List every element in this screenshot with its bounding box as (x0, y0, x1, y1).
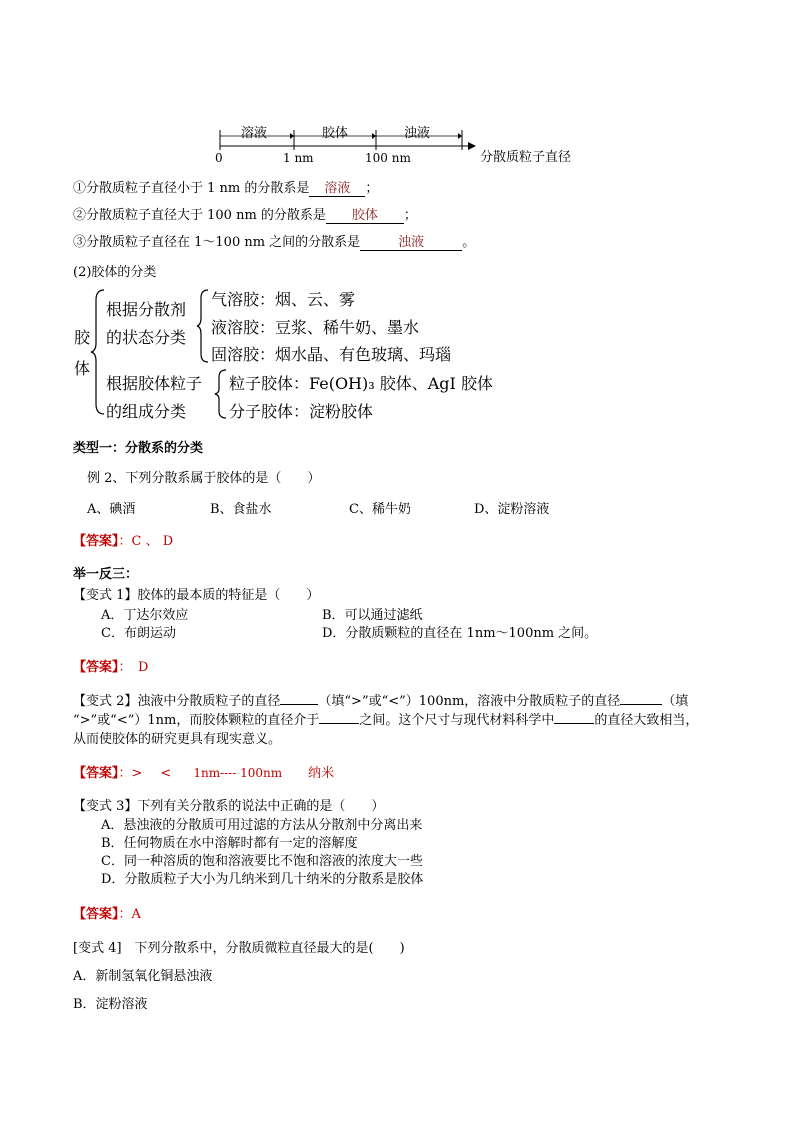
variant2-answer-1: ：> (118, 766, 143, 781)
variant2-blank3 (319, 711, 359, 724)
variant2-answer-2: < (160, 766, 172, 781)
variant3-option-a: A．悬浊液的分散质可用过滤的方法从分散剂中分离出来 (101, 818, 423, 833)
example2-option-b: B、食盐水 (210, 502, 272, 517)
example2-answer (73, 530, 173, 549)
example2-option-d: D、淀粉溶液 (474, 502, 550, 517)
variant2-line2: “>”或“<”）1nm，而胶体颗粒的直径介于 之间。这个尺寸与现代材料科学中 的直径大致相当， (73, 713, 699, 728)
variant2-blank4 (554, 711, 594, 724)
definition-3-answer: 浊液 (360, 231, 462, 251)
segment-label-colloid: 胶体 (322, 126, 349, 141)
segment-label-solution: 溶液 (241, 126, 268, 141)
example2-question: 例 2、下列分散系属于胶体的是（ ） (87, 471, 321, 486)
practice-heading: 举一反三： (73, 567, 139, 582)
variant3-option-c: C．同一种溶质的饱和溶液要比不饱和溶液的浓度大一些 (101, 854, 423, 869)
variant2-line1: 【变式 2】浊液中分散质粒子的直径 （填“>”或“<”）100nm，溶液中分散质粒子的直径 （填 (73, 694, 689, 709)
answer-value: ：C 、 D (118, 534, 174, 549)
variant2-answer-3: 1nm---- 100nm (193, 766, 283, 780)
variant3-question: 【变式 3】下列有关分散系的说法中正确的是（ ） (73, 799, 385, 814)
tick-0: 0 (215, 151, 223, 165)
variant1-option-b: B．可以通过滤纸 (322, 608, 423, 623)
definition-1-answer: 溶液 (309, 177, 365, 197)
variant1-question: 【变式 1】胶体的最本质的特征是（ ） (73, 588, 320, 603)
axis-label: 分散质粒子直径 (480, 150, 572, 165)
segment-label-suspension: 浊液 (404, 126, 431, 141)
variant1-option-c: C．布朗运动 (101, 626, 176, 641)
group2-label-line2: 的组成分类 (106, 402, 187, 421)
root-char-2: 体 (74, 359, 91, 378)
variant1-option-a: A．丁达尔效应 (101, 608, 189, 623)
classification-heading: (2)胶体的分类 (73, 265, 157, 280)
definition-1: ①分散质粒子直径小于 1 nm 的分散系是 溶液 ； (73, 177, 378, 197)
variant3-answer: 【答案】：A (73, 907, 141, 922)
group1-item-liquid-sol: 液溶胶：豆浆、稀牛奶、墨水 (211, 318, 420, 337)
variant1-option-d: D．分散质颗粒的直径在 1nm～100nm 之间。 (322, 626, 598, 641)
group2-item-particle-colloid: 粒子胶体：Fe(OH)₃ 胶体、AgI 胶体 (229, 374, 493, 393)
variant2-line3: 从而使胶体的研究更具有现实意义。 (73, 732, 282, 747)
group1-item-aerosol: 气溶胶：烟、云、雾 (211, 290, 356, 309)
group1-item-solid-sol: 固溶胶：烟水晶、有色玻璃、玛瑙 (211, 345, 452, 364)
variant1-answer: 【答案】： D (73, 660, 149, 675)
example2-option-c: C、稀牛奶 (349, 502, 411, 517)
group2-item-molecular-colloid: 分子胶体：淀粉胶体 (229, 402, 374, 421)
root-char-1: 胶 (74, 328, 91, 347)
definition-2: ②分散质粒子直径大于 100 nm 的分散系是 胶体 ； (73, 204, 417, 224)
group1-brace (196, 288, 212, 364)
example2-option-a: A、碘酒 (87, 502, 136, 517)
variant2-answer: 【答案】：> < 1nm---- 100nm 纳米 (73, 766, 335, 781)
variant4-option-b: B．淀粉溶液 (73, 997, 148, 1012)
tick-100nm: 100 nm (365, 151, 411, 165)
variant2-blank2 (620, 692, 662, 705)
variant3-option-d: D．分散质粒子大小为几纳米到几十纳米的分散系是胶体 (101, 872, 424, 887)
variant4-option-a: A．新制氢氧化铜悬浊液 (73, 969, 213, 984)
group1-label-line1: 根据分散剂 (106, 300, 187, 319)
group2-brace (214, 368, 230, 420)
definition-2-answer: 胶体 (326, 204, 404, 224)
variant3-option-b: B．任何物质在水中溶解时都有一定的溶解度 (101, 836, 358, 851)
variant4-question: [变式 4] 下列分散系中，分散质微粒直径最大的是( ) (73, 941, 405, 956)
group1-label-line2: 的状态分类 (106, 328, 187, 347)
answer-label: 【答案】 (73, 534, 119, 549)
tick-1nm: 1 nm (283, 151, 314, 165)
group2-label-line1: 根据胶体粒子 (106, 374, 203, 393)
definition-3: ③分散质粒子直径在 1～100 nm 之间的分散系是 浊液 。 (73, 231, 475, 251)
variant2-answer-4: 纳米 (308, 766, 335, 781)
type1-heading: 类型一：分散系的分类 (73, 441, 204, 456)
variant2-blank1 (280, 692, 318, 705)
